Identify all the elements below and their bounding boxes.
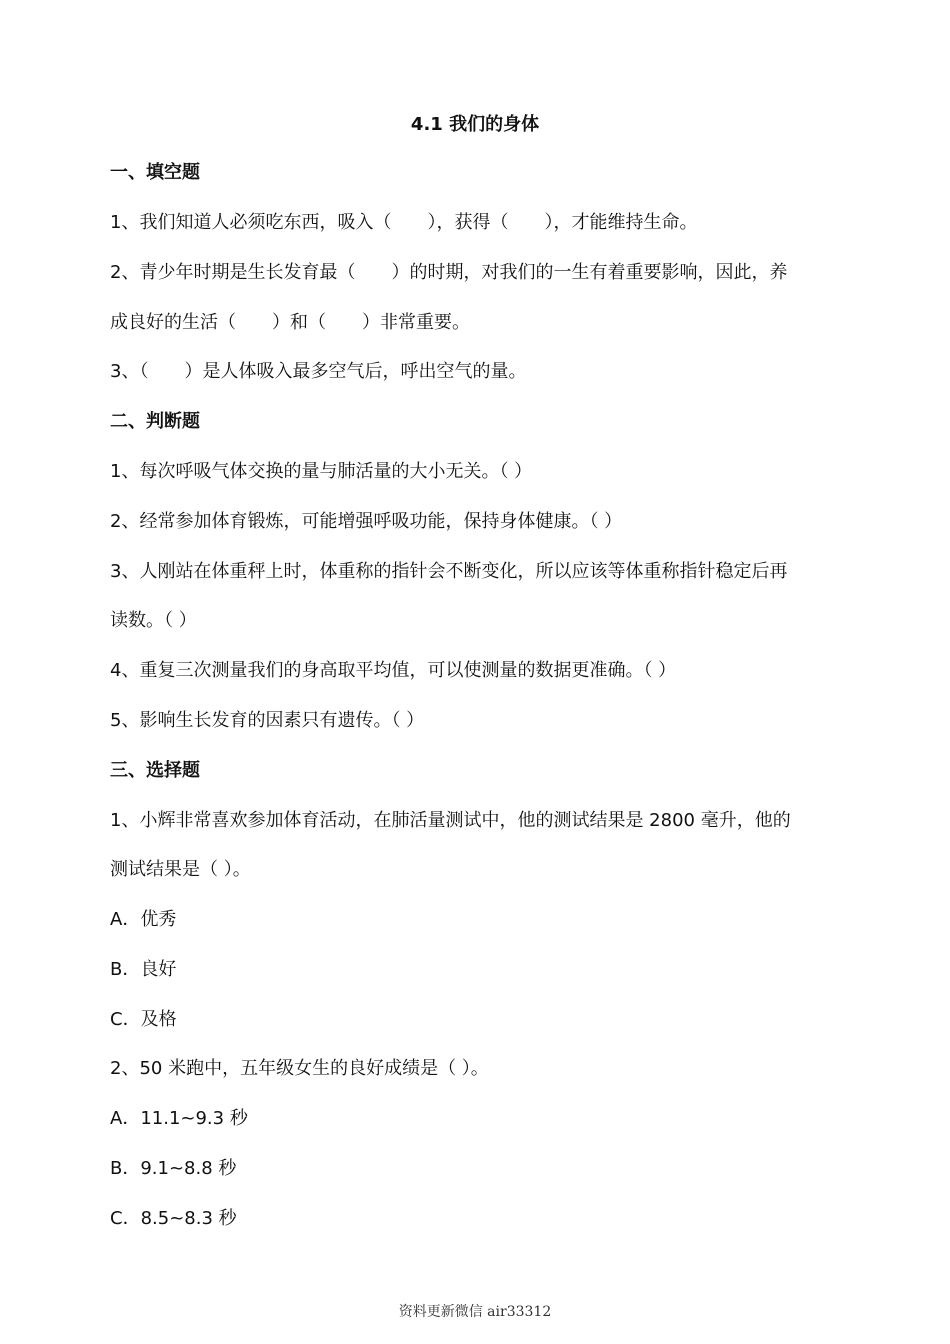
question-text: 1、每次呼吸气体交换的量与肺活量的大小无关。（ ） [110,461,533,482]
page-title: 4.1 我们的身体 [410,114,540,135]
question-text: 4、重复三次测量我们的身高取平均值，可以使测量的数据更准确。（ ） [110,660,677,681]
section-heading-multiple-choice: 三、选择题 [110,760,200,781]
section-heading-fill-blank: 一、填空题 [110,162,200,183]
answer-option: C．及格 [110,1009,177,1030]
answer-option: B．良好 [110,959,177,980]
question-text: 2、50 米跑中，五年级女生的良好成绩是（ ）。 [110,1058,489,1079]
question-text: 成良好的生活（ ）和（ ）非常重要。 [110,312,470,333]
answer-option: A．11.1~9.3 秒 [110,1108,248,1129]
question-text: 1、我们知道人必须吃东西，吸入（ ），获得（ ），才能维持生命。 [110,212,698,233]
question-text: 2、经常参加体育锻炼，可能增强呼吸功能，保持身体健康。（ ） [110,511,623,532]
question-text: 读数。（ ） [110,610,197,631]
page-footer: 资料更新微信 air33312 [398,1304,552,1320]
question-text: 2、青少年时期是生长发育最（ ）的时期，对我们的一生有着重要影响，因此，养 [110,262,788,283]
answer-option: B．9.1~8.8 秒 [110,1158,237,1179]
question-text: 5、影响生长发育的因素只有遗传。（ ） [110,710,425,731]
question-text: 测试结果是（ ）。 [110,859,251,880]
section-heading-true-false: 二、判断题 [110,411,200,432]
question-text: 1、小辉非常喜欢参加体育活动，在肺活量测试中，他的测试结果是 2800 毫升，他的 [110,810,791,831]
answer-option: A．优秀 [110,909,177,930]
question-text: 3、（ ）是人体吸入最多空气后，呼出空气的量。 [110,361,527,382]
answer-option: C．8.5~8.3 秒 [110,1208,237,1229]
question-text: 3、人刚站在体重秤上时，体重称的指针会不断变化，所以应该等体重称指针稳定后再 [110,561,788,582]
